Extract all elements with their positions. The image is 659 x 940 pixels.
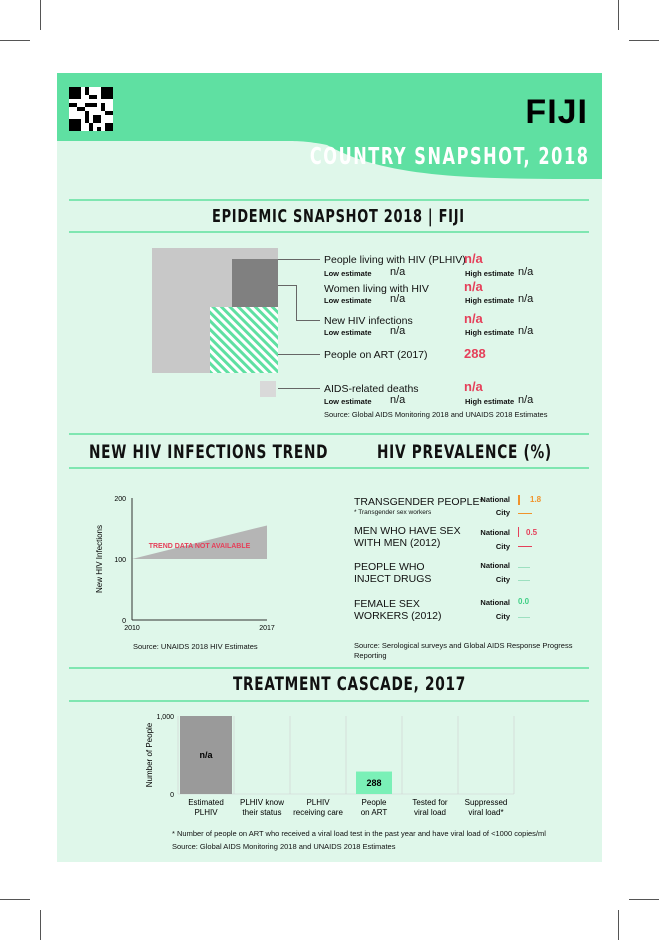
y-tick-label: 0	[122, 618, 126, 625]
national-value: 0.0	[518, 597, 530, 606]
low-estimate-label: Low estimate	[324, 328, 372, 337]
low-estimate-label: Low estimate	[324, 397, 372, 406]
category-label: Suppressed	[464, 798, 508, 807]
prevalence-title: HIV PREVALENCE (%)	[377, 441, 552, 463]
deaths-value: n/a	[464, 379, 483, 394]
connector-line	[296, 285, 297, 320]
category-label: on ART	[360, 808, 388, 817]
trend-title: NEW HIV INFECTIONS TREND	[89, 441, 329, 463]
plhiv-label: People living with HIV (PLHIV)	[324, 254, 466, 266]
group-fsw: FEMALE SEX WORKERS (2012)	[354, 598, 442, 622]
city-bar	[518, 546, 532, 547]
category-label: Estimated	[188, 798, 224, 807]
women-value: n/a	[464, 279, 483, 294]
section-divider	[69, 467, 589, 469]
art-square	[210, 307, 278, 373]
bar-value-label: 288	[366, 777, 382, 788]
group-transgender-note: * Transgender sex workers	[354, 509, 432, 516]
category-label: viral load*	[468, 808, 504, 817]
city-bar	[518, 580, 530, 581]
high-estimate-value: n/a	[518, 266, 534, 278]
national-value: 0.5	[526, 528, 538, 537]
high-estimate-label: High estimate	[465, 328, 515, 337]
plhiv-value: n/a	[464, 251, 483, 266]
city-label: City	[495, 612, 510, 621]
low-estimate-value: n/a	[390, 325, 406, 337]
y-axis-label: New HIV Infections	[95, 524, 104, 594]
high-estimate-value: n/a	[518, 394, 534, 406]
city-label: City	[495, 508, 510, 517]
national-label: National	[480, 495, 510, 504]
trend-chart	[89, 488, 289, 643]
epidemic-squares	[152, 248, 280, 403]
city-label: City	[495, 575, 510, 584]
art-value: 288	[464, 346, 486, 361]
trend-not-available-note: TREND DATA NOT AVAILABLE	[148, 543, 251, 550]
new-infections-label: New HIV infections	[324, 315, 413, 327]
section-divider	[69, 199, 589, 201]
category-label: PLHIV	[306, 798, 330, 807]
low-estimate-label: Low estimate	[324, 269, 372, 278]
deaths-square	[260, 381, 276, 397]
category-label: Tested for	[412, 798, 448, 807]
national-bar	[518, 527, 519, 537]
national-bar	[518, 495, 520, 505]
category-label: their status	[242, 808, 282, 817]
y-tick-label: 100	[114, 557, 126, 564]
connector-line	[278, 285, 296, 286]
bar-value-label: n/a	[199, 750, 213, 760]
qr-code-icon	[69, 87, 113, 131]
x-tick-label: 2017	[259, 625, 275, 632]
city-bar	[518, 617, 530, 618]
y-tick-label: 0	[170, 792, 174, 799]
crop-mark	[618, 910, 619, 940]
x-tick-label: 2010	[124, 625, 140, 632]
section-divider	[69, 433, 589, 435]
connector-line	[278, 388, 320, 389]
epidemic-title: EPIDEMIC SNAPSHOT 2018 | FIJI	[212, 206, 465, 227]
cascade-title: TREATMENT CASCADE, 2017	[233, 673, 466, 695]
high-estimate-value: n/a	[518, 325, 534, 337]
women-square	[232, 259, 278, 307]
cascade-chart	[142, 706, 522, 828]
cascade-footnote: * Number of people on ART who received a viral load test in the past year and have viral load of <1000 copies/ml	[172, 829, 546, 838]
section-divider	[69, 667, 589, 669]
deaths-label: AIDS-related deaths	[324, 383, 419, 395]
crop-mark	[629, 40, 659, 41]
new-infections-value: n/a	[464, 311, 483, 326]
group-msm: MEN WHO HAVE SEX WITH MEN (2012)	[354, 525, 461, 549]
epidemic-source: Source: Global AIDS Monitoring 2018 and UNAIDS 2018 Estimates	[324, 410, 548, 419]
country-snapshot-page	[57, 73, 602, 862]
high-estimate-value: n/a	[518, 293, 534, 305]
high-estimate-label: High estimate	[465, 296, 515, 305]
crop-mark	[629, 899, 659, 900]
crop-mark	[40, 910, 41, 940]
national-value: 1.8	[530, 495, 542, 504]
prevalence-source: Source: Serological surveys and Global AIDS Response Progress Reporting	[354, 641, 573, 660]
city-bar	[518, 513, 532, 514]
national-bar	[518, 567, 530, 568]
connector-line	[278, 354, 320, 355]
category-label: receiving care	[293, 808, 343, 817]
high-estimate-label: High estimate	[465, 269, 515, 278]
high-estimate-label: High estimate	[465, 397, 515, 406]
y-tick-label: 1,000	[156, 714, 174, 721]
y-axis-label: Number of People	[145, 722, 154, 788]
national-label: National	[480, 528, 510, 537]
section-divider	[69, 700, 589, 702]
women-label: Women living with HIV	[324, 283, 429, 295]
city-label: City	[495, 542, 510, 551]
low-estimate-value: n/a	[390, 293, 406, 305]
low-estimate-label: Low estimate	[324, 296, 372, 305]
crop-mark	[0, 40, 30, 41]
category-label: PLHIV know	[239, 798, 285, 807]
art-label: People on ART (2017)	[324, 349, 428, 361]
category-label: PLHIV	[194, 808, 218, 817]
crop-mark	[618, 0, 619, 30]
national-label: National	[480, 561, 510, 570]
country-name: FIJI	[525, 93, 588, 131]
group-transgender: TRANSGENDER PEOPLE*	[354, 496, 484, 508]
category-label: viral load	[413, 808, 447, 817]
group-pwid: PEOPLE WHO INJECT DRUGS	[354, 561, 432, 585]
crop-mark	[40, 0, 41, 30]
connector-line	[278, 259, 320, 260]
crop-mark	[0, 899, 30, 900]
connector-line	[296, 320, 320, 321]
national-label: National	[480, 598, 510, 607]
cascade-source: Source: Global AIDS Monitoring 2018 and UNAIDS 2018 Estimates	[172, 842, 396, 851]
y-tick-label: 200	[114, 496, 126, 503]
section-divider	[69, 231, 589, 233]
low-estimate-value: n/a	[390, 266, 406, 278]
trend-source: Source: UNAIDS 2018 HIV Estimates	[133, 642, 258, 651]
category-label: People	[361, 798, 387, 807]
low-estimate-value: n/a	[390, 394, 406, 406]
snapshot-title: COUNTRY SNAPSHOT, 2018	[310, 144, 590, 170]
